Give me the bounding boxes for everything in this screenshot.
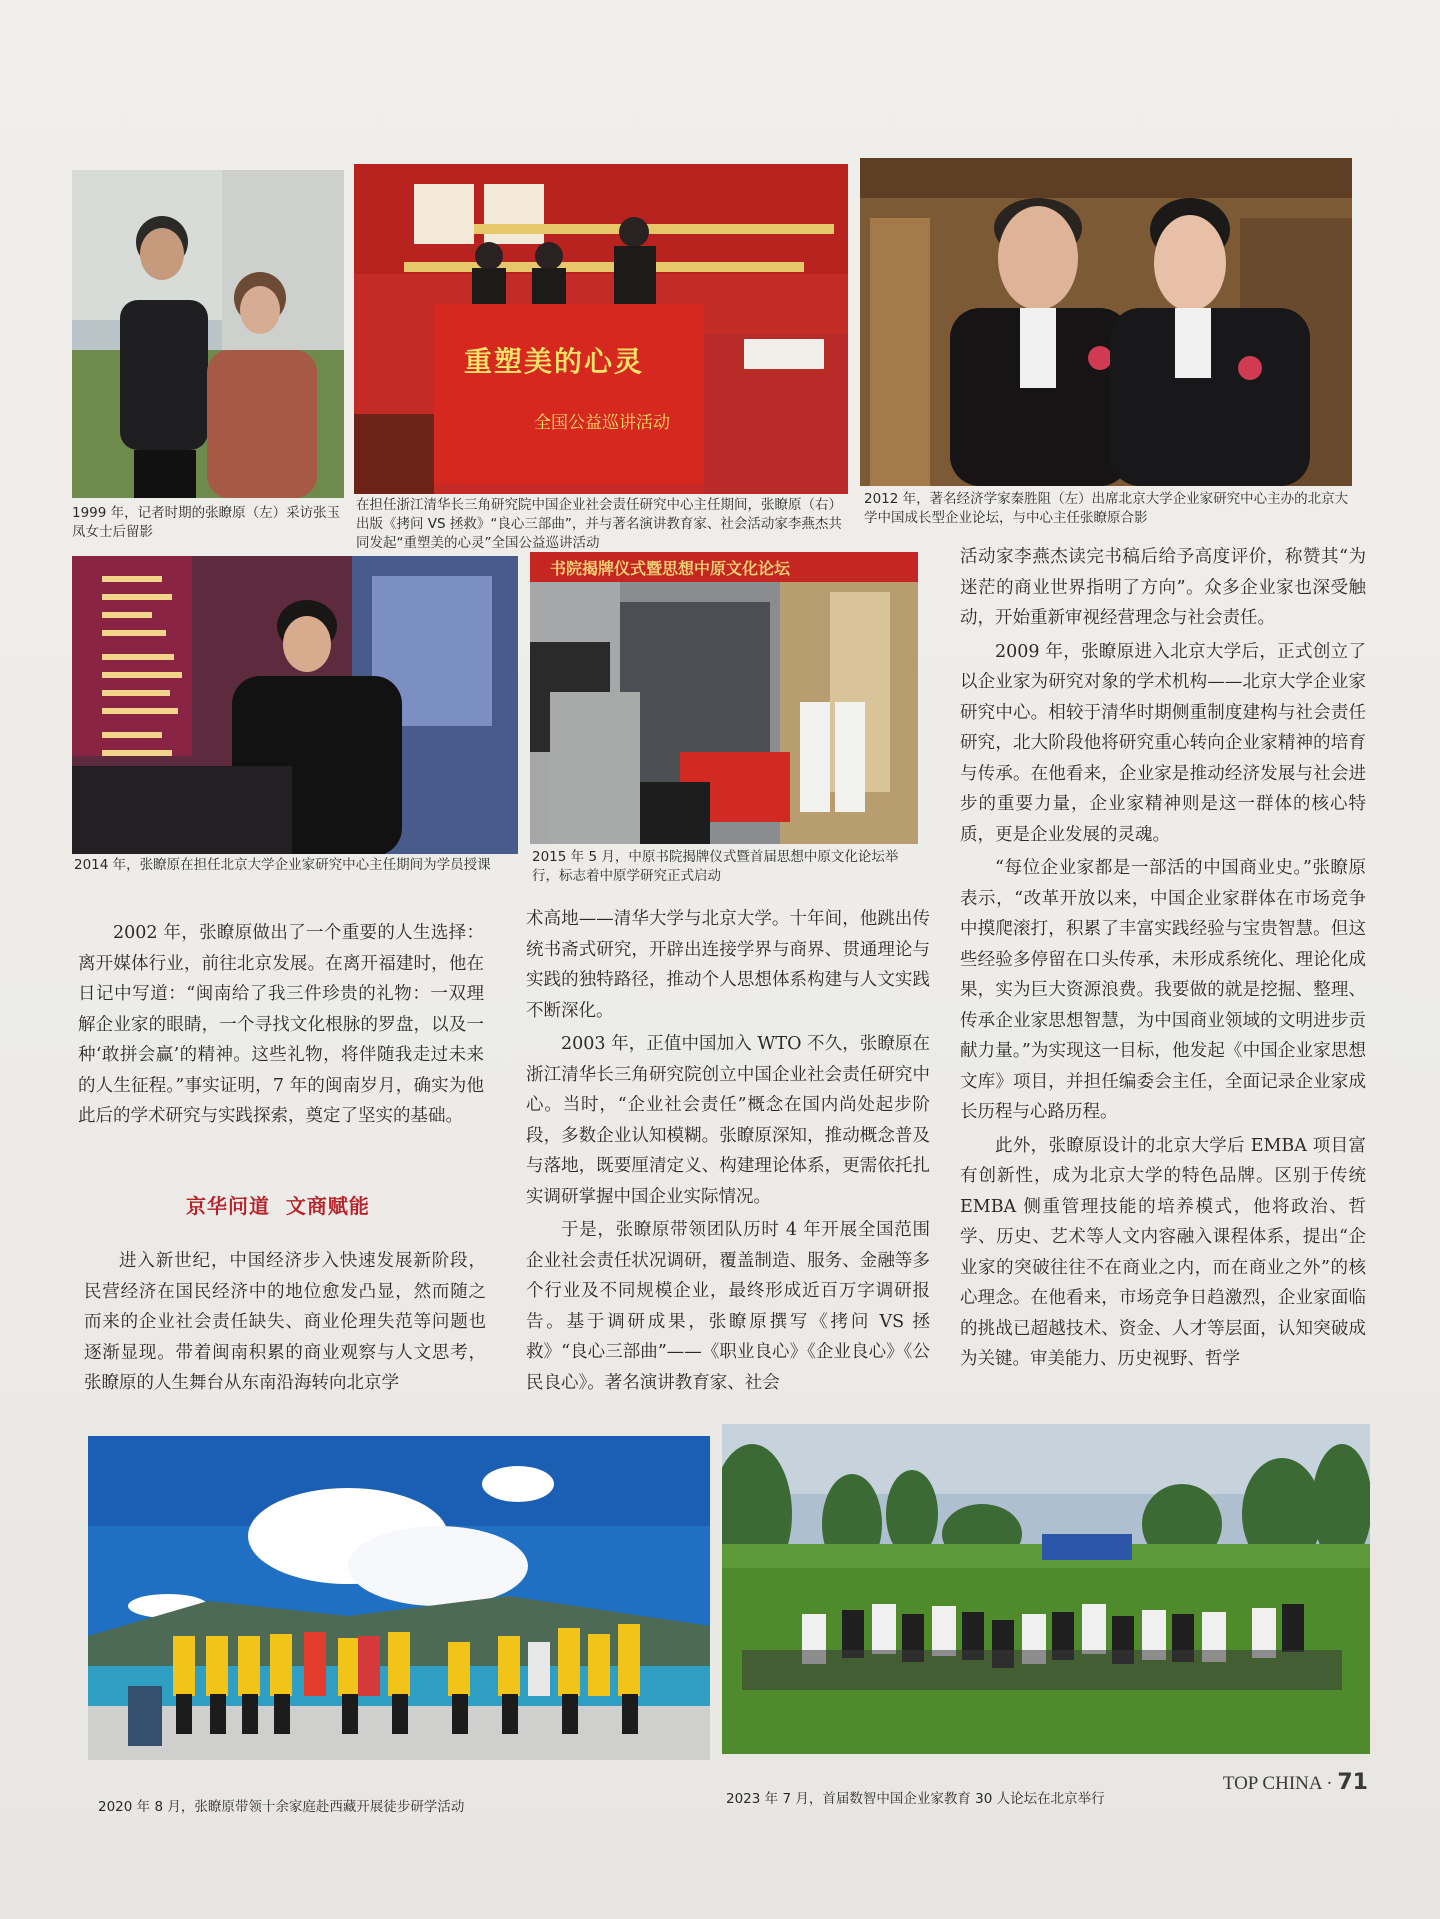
photo-2015-ceremony — [530, 552, 918, 844]
photo-7-caption: 2023 年 7 月，首届数智中国企业家教育 30 人论坛在北京举行 — [726, 1791, 1105, 1807]
col3-paragraph: 活动家李燕杰读完书稿后给予高度评价，称赞其“为迷茫的商业世界指明了方向”。众多企业家也深受触动，开始重新审视经营理念与社会责任。 — [960, 547, 1366, 628]
section-heading: 京华问道 文商赋能 — [186, 1194, 370, 1218]
photo-2-caption: 在担任浙江清华长三角研究院中国企业社会责任研究中心主任期间，张瞭原（右）出版《拷问 VS 拯救》“良心三部曲”，并与著名演讲教育家、社会活动家李燕杰共同发起“重塑美的心灵”全国公益巡讲活动 — [356, 497, 842, 551]
col2-paragraph: 2003 年，正值中国加入 WTO 不久，张瞭原在浙江清华长三角研究院创立中国企业社会责任研究中心。当时，“企业社会责任”概念在国内尚处起步阶段，多数企业认知模糊。张瞭原深知，推动概念普及与落地，既要厘清定义、构建理论体系，更需依托扎实调研掌握中国企业实际情况。 — [526, 1034, 930, 1207]
col1-paragraph: 2002 年，张瞭原做出了一个重要的人生选择：离开媒体行业，前往北京发展。在离开福建时，他在日记中写道：“闽南给了我三件珍贵的礼物：一双理解企业家的眼睛，一个寻找文化根脉的罗盘，以及一种‘敢拼会赢’的精神。这些礼物，将伴随我走过未来的人生征程。”事实证明，7 年的闽南岁月，确实为他此后的学术研究与实践探索，奠定了坚实的基础。 — [78, 923, 484, 1126]
col3-paragraph: 2009 年，张瞭原进入北京大学后，正式创立了以企业家为研究对象的学术机构——北京大学企业家研究中心。相较于清华时期侧重制度建构与社会责任研究，北大阶段他将研究重心转向企业家精神的培育与传承。在他看来，企业家是推动经济发展与社会进步的重要力量，企业家精神则是这一群体的核心特质，更是企业发展的灵魂。 — [960, 641, 1366, 845]
photo-2020-tibet — [88, 1436, 710, 1760]
banner-subtitle: 全国公益巡讲活动 — [534, 413, 670, 433]
ceremony-banner-text: 书院揭牌仪式暨思想中原文化论坛 — [550, 559, 791, 578]
photo-4-caption: 2014 年，张瞭原在担任北京大学企业家研究中心主任期间为学员授课 — [74, 857, 491, 873]
photo-1-caption: 1999 年，记者时期的张瞭原（左）采访张玉凤女士后留影 — [72, 505, 341, 540]
banner-title: 重塑美的心灵 — [464, 345, 645, 378]
col2-paragraph: 于是，张瞭原带领团队历时 4 年开展全国范围企业社会责任状况调研，覆盖制造、服务、金融等多个行业及不同规模企业，最终形成近百万字调研报告。基于调研成果，张瞭原撰写《拷问 VS 拯救》“良心三部曲”——《职业良心》《企业良心》《公民良心》。著名演讲教育家、社会 — [526, 1220, 930, 1393]
photo-2023-forum — [722, 1424, 1370, 1754]
photo-2012-forum — [860, 158, 1352, 486]
photo-6-caption: 2020 年 8 月，张瞭原带领十余家庭赴西藏开展徒步研学活动 — [98, 1799, 465, 1815]
photo-5-caption: 2015 年 5 月，中原书院揭牌仪式暨首届思想中原文化论坛举行，标志着中原学研究正式启动 — [532, 849, 899, 884]
col3-paragraph: “每位企业家都是一部活的中国商业史。”张瞭原表示，“改革开放以来，中国企业家群体在市场竞争中摸爬滚打，积累了丰富实践经验与宝贵智慧。但这些经验多停留在口头传承，未形成系统化、理论化成果，实为巨大资源浪费。我要做的就是挖掘、整理、传承企业家思想智慧，为中国商业领域的文明进步贡献力量。”为实现这一目标，他发起《中国企业家思想文库》项目，并担任编委会主任，全面记录企业家成长历程与心路历程。 — [960, 858, 1366, 1122]
article-column-1 — [78, 918, 484, 1135]
photo-2014-lecture — [72, 556, 518, 854]
article-column-3 — [960, 542, 1366, 1378]
magazine-brand: TOP CHINA · — [1222, 1773, 1338, 1794]
photo-charity-tour-launch — [354, 164, 848, 494]
article-column-2 — [526, 904, 930, 1401]
col1-paragraph: 进入新世纪，中国经济步入快速发展新阶段，民营经济在国民经济中的地位愈发凸显，然而随之而来的企业社会责任缺失、商业伦理失范等问题也逐渐显现。带着闽南积累的商业观察与人文思考，张瞭原的人生舞台从东南沿海转向北京学 — [84, 1251, 486, 1393]
page-footer — [1223, 1770, 1368, 1795]
page-number: 71 — [1337, 1770, 1368, 1795]
col2-paragraph: 术高地——清华大学与北京大学。十年间，他跳出传统书斋式研究，开辟出连接学界与商界、贯通理论与实践的独特路径，推动个人思想体系构建与人文实践不断深化。 — [526, 909, 930, 1021]
photo-3-caption: 2012 年，著名经济学家秦胜阻（左）出席北京大学企业家研究中心主办的北京大学中国成长型企业论坛，与中心主任张瞭原合影 — [864, 491, 1349, 526]
col3-paragraph: 此外，张瞭原设计的北京大学后 EMBA 项目富有创新性，成为北京大学的特色品牌。区别于传统 EMBA 侧重管理技能的培养模式，他将政治、哲学、历史、艺术等人文内容融入课程体系，提出“企业家的突破往往不在商业之内，而在商业之外”的核心理念。在他看来，市场竞争日趋激烈，企业家面临的挑战已超越技术、资金、人才等层面，认知突破成为关键。审美能力、历史视野、哲学 — [960, 1135, 1366, 1369]
photo-1999-interview — [72, 170, 344, 498]
article-column-1b — [84, 1246, 486, 1402]
